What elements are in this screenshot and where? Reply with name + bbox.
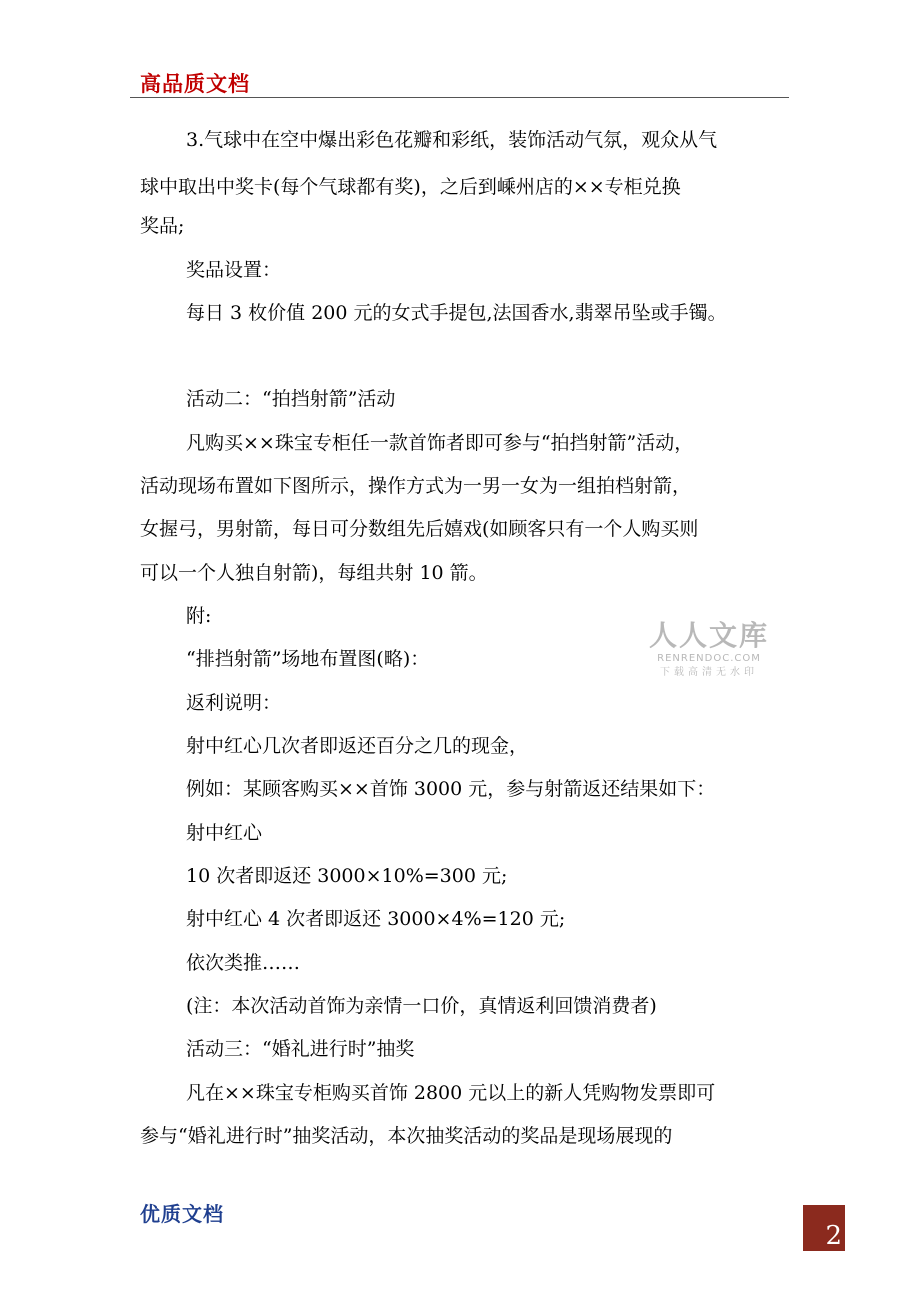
paragraph-line: 球中取出中奖卡(每个气球都有奖)，之后到嵊州店的××专柜兑换 bbox=[140, 176, 681, 198]
watermark-title: 人人文库 bbox=[648, 619, 769, 652]
section-heading: 活动三：“婚礼进行时”抽奖 bbox=[186, 1038, 415, 1060]
paragraph-line: 射中红心几次者即返还百分之几的现金， bbox=[186, 735, 529, 757]
paragraph-line: 奖品设置： bbox=[186, 259, 282, 281]
paragraph-line: 3.气球中在空中爆出彩色花瓣和彩纸，装饰活动气氛，观众从气 bbox=[186, 129, 718, 151]
paragraph-line: 参与“婚礼进行时”抽奖活动，本次抽奖活动的奖品是现场展现的 bbox=[140, 1125, 673, 1147]
document-footer-title: 优质文档 bbox=[140, 1202, 224, 1226]
paragraph-line: 每日 3 枚价值 200 元的女式手提包,法国香水,翡翠吊坠或手镯。 bbox=[186, 302, 727, 324]
document-header-title: 高品质文档 bbox=[140, 72, 250, 96]
page-number-badge bbox=[803, 1205, 845, 1251]
paragraph-line: 返利说明： bbox=[186, 692, 282, 714]
paragraph-line: 奖品; bbox=[140, 215, 185, 237]
paragraph-line: 女握弓，男射箭，每日可分数组先后嬉戏(如顾客只有一个人购买则 bbox=[140, 518, 699, 540]
paragraph-line: 活动现场布置如下图所示，操作方式为一男一女为一组拍档射箭， bbox=[140, 475, 692, 497]
paragraph-line: 例如：某顾客购买××首饰 3000 元，参与射箭返还结果如下： bbox=[186, 778, 716, 800]
watermark bbox=[644, 620, 774, 680]
section-heading: 活动二：“拍挡射箭”活动 bbox=[186, 388, 396, 410]
paragraph-line: 射中红心 4 次者即返还 3000×4%=120 元; bbox=[186, 908, 566, 930]
paragraph-line: 射中红心 bbox=[186, 822, 263, 844]
paragraph-line: (注：本次活动首饰为亲情一口价，真情返利回馈消费者) bbox=[186, 995, 657, 1017]
page-number: 2 bbox=[825, 1221, 842, 1251]
paragraph-line: “排挡射箭”场地布置图(略)： bbox=[186, 648, 430, 670]
paragraph-line: 可以一个人独自射箭)，每组共射 10 箭。 bbox=[140, 562, 488, 584]
paragraph-line: 凡购买××珠宝专柜任一款首饰者即可参与“拍挡射箭”活动， bbox=[186, 432, 694, 454]
paragraph-line: 附: bbox=[186, 605, 212, 627]
paragraph-line: 10 次者即返还 3000×10%=300 元; bbox=[186, 865, 508, 887]
watermark-url: RENRENDOC.COM bbox=[657, 653, 761, 664]
paragraph-line: 凡在××珠宝专柜购买首饰 2800 元以上的新人凭购物发票即可 bbox=[186, 1082, 716, 1104]
paragraph-line: 依次类推…… bbox=[186, 952, 301, 974]
watermark-tagline: 下载高清无水印 bbox=[660, 667, 758, 678]
